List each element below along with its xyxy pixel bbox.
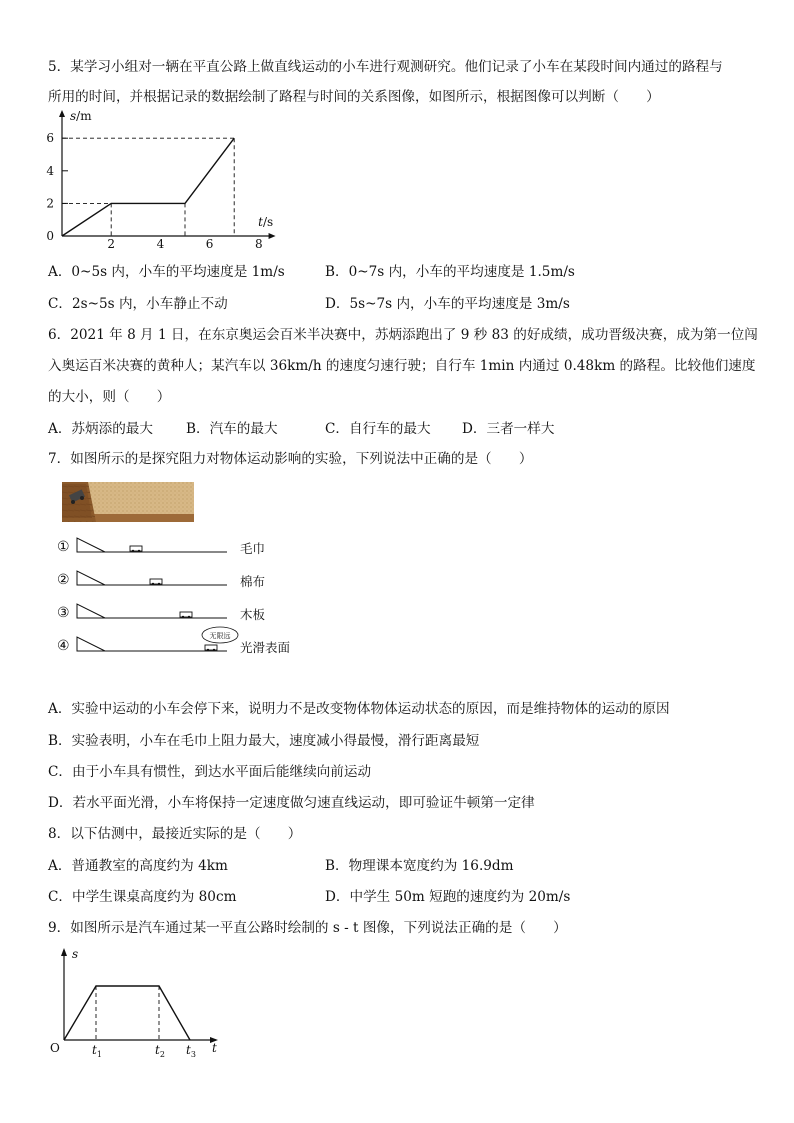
y-tick-label: 0	[46, 229, 54, 243]
q7-option-b[interactable]: B．实验表明，小车在毛巾上阻力最大，速度减小得最慢，滑行距离最短	[48, 733, 480, 749]
q7-option-d[interactable]: D．若水平面光滑，小车将保持一定速度做匀速直线运动，即可验证牛顿第一定律	[48, 795, 535, 811]
y-axis-label: s/m	[70, 109, 92, 123]
q5-stem-line1: 5．某学习小组对一辆在平直公路上做直线运动的小车进行观测研究。他们记录了小车在某段时间内通过的路程与	[48, 59, 723, 75]
x-tick-label: $t_1$	[92, 1043, 102, 1059]
q9-st-chart	[46, 944, 236, 1064]
series-line	[64, 986, 190, 1040]
surface-label: 木板	[240, 607, 266, 622]
x-axis-arrow	[269, 233, 276, 239]
q5-option-b[interactable]: B．0~7s 内，小车的平均速度是 1.5m/s	[325, 264, 575, 280]
q5-option-d[interactable]: D．5s~7s 内，小车的平均速度是 3m/s	[325, 296, 570, 312]
x-tick-label: $t_3$	[186, 1043, 196, 1059]
q5-stem-line2: 所用的时间，并根据记录的数据绘制了路程与时间的关系图像，如图所示，根据图像可以判断（ ）	[48, 89, 660, 105]
row-number: ①	[57, 539, 70, 555]
y-axis-arrow	[59, 110, 65, 117]
q6-stem-line1: 6．2021 年 8 月 1 日，在东京奥运会百米半决赛中，苏炳添跑出了 9 秒 83 的好成绩，成功晋级决赛，成为第一位闯	[48, 327, 758, 343]
friction-experiment-diagram	[55, 532, 315, 662]
q7-option-a[interactable]: A．实验中运动的小车会停下来，说明力不是改变物体物体运动状态的原因，而是维持物体的运动的原因	[48, 701, 670, 717]
cart	[205, 645, 217, 650]
surface-label: 棉布	[240, 574, 266, 589]
q6-stem-line3: 的大小，则（ ）	[48, 389, 171, 405]
row-number: ②	[57, 572, 70, 588]
q5-option-a[interactable]: A．0~5s 内，小车的平均速度是 1m/s	[48, 264, 285, 280]
q6-option-c[interactable]: C．自行车的最大	[325, 421, 431, 437]
cart-wheel	[152, 583, 154, 585]
q8-option-b[interactable]: B．物理课本宽度约为 16.9dm	[325, 858, 514, 874]
incline-ramp	[77, 604, 105, 618]
q7-stem: 7．如图所示的是探究阻力对物体运动影响的实验，下列说法中正确的是（ ）	[48, 451, 533, 467]
y-tick-label: 6	[46, 131, 54, 146]
q8-stem: 8．以下估测中，最接近实际的是（ ）	[48, 826, 302, 842]
series-line	[62, 138, 234, 236]
q6-option-b[interactable]: B．汽车的最大	[186, 421, 278, 437]
q6-stem-line2: 入奥运百米决赛的黄种人；某汽车以 36km/h 的速度匀速行驶；自行车 1min 内通过 0.48km 的路程。比较他们速度	[48, 358, 756, 374]
x-tick-label: $t_2$	[155, 1043, 165, 1059]
cart-wheel	[132, 550, 134, 552]
y-axis-arrow	[61, 948, 67, 956]
row-number: ④	[57, 638, 70, 654]
ramp-photo-illustration	[62, 478, 194, 524]
row-number: ③	[57, 605, 70, 621]
x-axis-label: t/s	[258, 215, 274, 229]
x-axis-label: t	[212, 1041, 217, 1055]
cart-wheel	[138, 550, 140, 552]
q6-option-d[interactable]: D．三者一样大	[462, 421, 555, 437]
incline-ramp	[77, 637, 105, 651]
surface-label: 毛巾	[240, 541, 266, 556]
q6-option-a[interactable]: A．苏炳添的最大	[48, 421, 153, 437]
q9-stem: 9．如图所示是汽车通过某一平直公路时绘制的 s - t 图像，下列说法正确的是（ ）	[48, 920, 567, 936]
cart-wheel	[158, 583, 160, 585]
y-tick-label: 4	[46, 163, 54, 178]
x-tick-label: 6	[205, 237, 214, 248]
q5-option-c[interactable]: C．2s~5s 内，小车静止不动	[48, 296, 228, 312]
q8-option-c[interactable]: C．中学生课桌高度约为 80cm	[48, 889, 237, 905]
cart	[180, 612, 192, 617]
q8-option-a[interactable]: A．普通教室的高度约为 4km	[48, 858, 228, 874]
origin-label: O	[50, 1041, 60, 1055]
cart	[150, 579, 162, 584]
cart-wheel	[182, 616, 184, 618]
surface-label: 光滑表面	[240, 640, 291, 655]
q7-option-c[interactable]: C．由于小车具有惯性，到达水平面后能继续向前运动	[48, 764, 372, 780]
cart-wheel	[207, 649, 209, 651]
y-axis-label: s	[72, 947, 79, 961]
y-tick-label: 2	[46, 196, 54, 211]
x-tick-label: 8	[254, 237, 263, 248]
q8-option-d[interactable]: D．中学生 50m 短跑的速度约为 20m/s	[325, 889, 571, 905]
x-tick-label: 4	[156, 237, 165, 248]
q5-st-chart	[40, 108, 290, 248]
cart-wheel	[188, 616, 190, 618]
cart	[130, 546, 142, 551]
x-tick-label: 2	[107, 237, 116, 248]
incline-ramp	[77, 538, 105, 552]
incline-ramp	[77, 571, 105, 585]
cloud-bubble-text: 无限远	[209, 632, 231, 640]
cart-wheel	[213, 649, 215, 651]
